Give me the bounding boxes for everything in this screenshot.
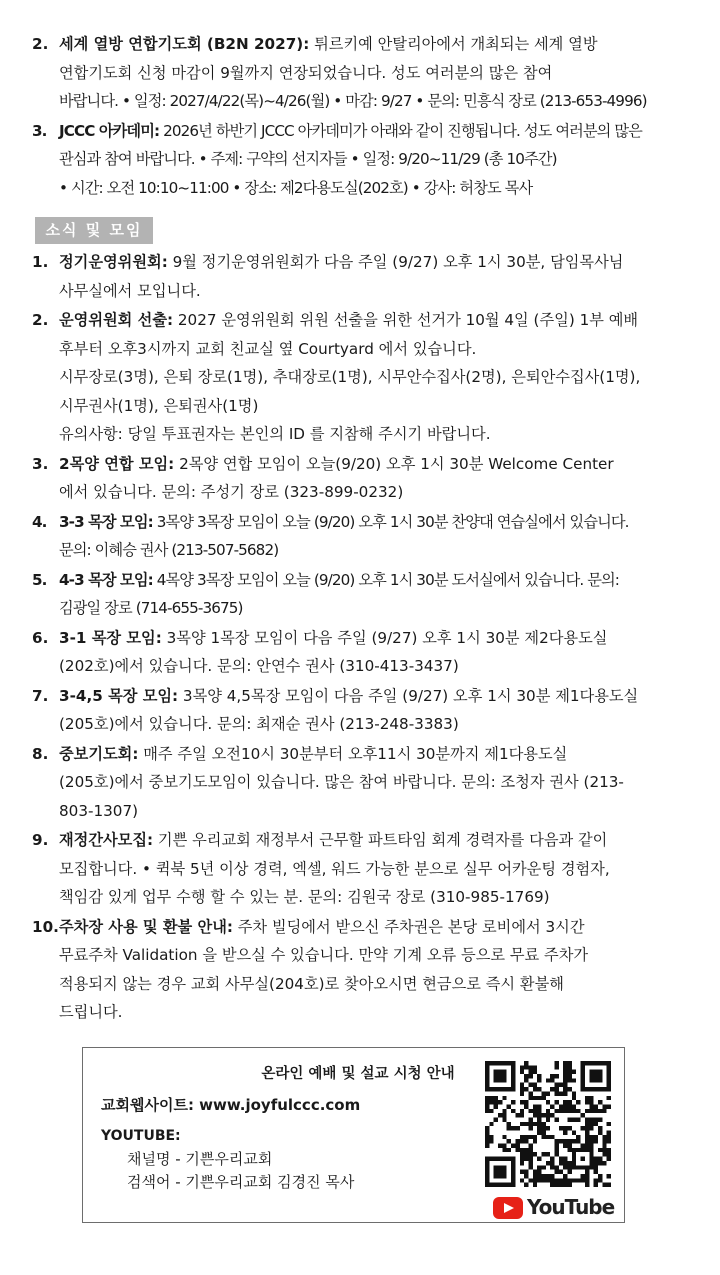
item-text: 김광일 장로 (714-655-3675) bbox=[59, 599, 243, 617]
youtube-play-icon bbox=[493, 1197, 523, 1219]
list-item bbox=[32, 826, 687, 912]
item-heading: 정기운영위원회: bbox=[59, 253, 168, 271]
item-text: 3목양 4,5목장 모임이 다음 주일 (9/27) 오후 1시 30분 제1다용도실 bbox=[178, 686, 639, 705]
item-text: 주차 빌딩에서 받으신 주차권은 본당 로비에서 3시간 bbox=[232, 917, 585, 936]
announcement-list-top bbox=[32, 30, 687, 203]
item-text: 문의: 이혜승 권사 (213-507-5682) bbox=[59, 541, 279, 559]
item-text: 에서 있습니다. 문의: 주성기 장로 (323-899-0232) bbox=[59, 483, 404, 501]
section-title-badge: 소식 및 모임 bbox=[35, 217, 153, 244]
item-text: 무료주차 Validation 을 받으실 수 있습니다. 만약 기계 오류 등으로 무료 주차가 bbox=[59, 946, 589, 964]
item-text: 매주 주일 오전10시 30분부터 오후11시 30분까지 제1다용도실 bbox=[138, 744, 568, 763]
item-text: 시무장로(3명), 은퇴 장로(1명), 추대장로(1명), 시무안수집사(2명), 은퇴안수집사(1명), bbox=[59, 368, 641, 386]
list-item bbox=[32, 117, 687, 203]
list-item bbox=[32, 740, 687, 826]
website-label[interactable]: 교회웹사이트: www.joyfulccc.com bbox=[101, 1096, 361, 1114]
list-item bbox=[32, 306, 687, 449]
item-text: (205호)에서 중보기도모임이 있습니다. 많은 참여 바랍니다. 문의: 조청자 권사 (213- bbox=[59, 773, 624, 791]
search-term: 검색어 - 기쁜우리교회 김경진 목사 bbox=[127, 1173, 355, 1191]
list-item bbox=[32, 913, 687, 1027]
online-box-title: 온라인 예배 및 설교 시청 안내 bbox=[261, 1066, 455, 1082]
item-text: 연합기도회 신청 마감이 9월까지 연장되었습니다. 성도 여러분의 많은 참여 bbox=[59, 63, 553, 82]
item-text: 9월 정기운영위원회가 다음 주일 (9/27) 오후 1시 30분, 담임목사님 bbox=[167, 253, 624, 271]
item-number: 9. bbox=[32, 831, 49, 849]
item-text: 드립니다. bbox=[59, 1003, 123, 1021]
item-text: 모집합니다. • 퀵북 5년 이상 경력, 엑셀, 워드 가능한 분으로 실무 어카운팅 경험자, bbox=[59, 859, 610, 878]
item-number: 8. bbox=[32, 744, 49, 763]
item-text: • 시간: 오전 10:10~11:00 • 장소: 제2다용도실(202호) • 강사: 허창도 목사 bbox=[59, 178, 533, 197]
item-text: 4목양 3목장 모임이 오늘 (9/20) 오후 1시 30분 도서실에서 있습니다. 문의: bbox=[152, 570, 620, 589]
item-text: 유의사항: 당일 투표권자는 본인의 ID 를 지참해 주시기 바랍니다. bbox=[59, 425, 491, 443]
item-text: (202호)에서 있습니다. 문의: 안연수 권사 (310-413-3437) bbox=[59, 657, 459, 675]
youtube-channel-info bbox=[127, 1148, 354, 1194]
list-item bbox=[32, 508, 687, 565]
item-heading: 세계 열방 연합기도회 (B2N 2027): bbox=[59, 35, 310, 53]
news-list bbox=[32, 248, 687, 1028]
item-number: 5. bbox=[32, 570, 47, 589]
item-text: 시무권사(1명), 은퇴권사(1명) bbox=[59, 396, 259, 415]
item-number: 4. bbox=[32, 512, 47, 531]
item-text: 3목양 3목장 모임이 오늘 (9/20) 오후 1시 30분 찬양대 연습실에서 있습니다. bbox=[152, 512, 629, 531]
list-item bbox=[32, 450, 687, 507]
list-item bbox=[32, 682, 687, 739]
item-number: 2. bbox=[32, 35, 49, 53]
item-text: 2목양 연합 모임이 오늘(9/20) 오후 1시 30분 Welcome Center bbox=[174, 454, 614, 473]
item-number: 1. bbox=[32, 253, 49, 271]
youtube-logo[interactable] bbox=[493, 1195, 615, 1221]
item-text: 튀르키예 안탈리아에서 개최되는 세계 열방 bbox=[309, 35, 598, 53]
item-heading: 4-3 목장 모임: bbox=[59, 570, 153, 589]
item-number: 2. bbox=[32, 311, 49, 329]
channel-name: 채널명 - 기쁜우리교회 bbox=[127, 1150, 273, 1168]
item-text: 3목양 1목장 모임이 다음 주일 (9/27) 오후 1시 30분 제2다용도실 bbox=[161, 628, 608, 647]
youtube-logo-text: YouTube bbox=[527, 1195, 615, 1219]
item-heading: 중보기도회: bbox=[59, 744, 139, 763]
item-number: 7. bbox=[32, 686, 49, 705]
item-text: (205호)에서 있습니다. 문의: 최재순 권사 (213-248-3383) bbox=[59, 715, 459, 733]
item-text: 책임감 있게 업무 수행 할 수 있는 분. 문의: 김원국 장로 (310-985-1769) bbox=[59, 888, 550, 906]
item-number: 6. bbox=[32, 628, 49, 647]
item-text: 관심과 참여 바랍니다. • 주제: 구약의 선지자들 • 일정: 9/20~11/29 (총 10주간) bbox=[59, 150, 557, 168]
qr-code-icon[interactable] bbox=[485, 1060, 611, 1188]
item-heading: 재정간사모집: bbox=[59, 831, 154, 849]
item-heading: 2목양 연합 모임: bbox=[59, 454, 175, 473]
item-text: 후부터 오후3시까지 교회 친교실 옆 Courtyard 에서 있습니다. bbox=[59, 339, 477, 358]
item-heading: 주차장 사용 및 환불 안내: bbox=[59, 917, 233, 936]
item-text: 사무실에서 모입니다. bbox=[59, 281, 201, 300]
item-heading: 3-4,5 목장 모임: bbox=[59, 686, 179, 705]
item-text: 기쁜 우리교회 재정부서 근무할 파트타임 회계 경력자를 다음과 같이 bbox=[153, 831, 608, 849]
list-item bbox=[32, 248, 687, 305]
item-heading: JCCC 아카데미: bbox=[59, 121, 160, 140]
item-number: 10. bbox=[32, 917, 59, 936]
item-number: 3. bbox=[32, 121, 47, 140]
online-worship-box bbox=[82, 1047, 625, 1223]
item-text: 2026년 하반기 JCCC 아카데미가 아래와 같이 진행됩니다. 성도 여러분의 많은 bbox=[159, 121, 642, 140]
item-heading: 운영위원회 선출: bbox=[59, 311, 174, 329]
list-item bbox=[32, 30, 687, 116]
item-heading: 3-3 목장 모임: bbox=[59, 512, 153, 531]
youtube-label: YOUTUBE: bbox=[101, 1128, 181, 1144]
item-text: 2027 운영위원회 위원 선출을 위한 선거가 10월 4일 (주일) 1부 예배 bbox=[173, 311, 639, 329]
list-item bbox=[32, 566, 687, 623]
item-text: 바랍니다. • 일정: 2027/4/22(목)~4/26(월) • 마감: 9/27 • 문의: 민흥식 장로 (213-653-4996) bbox=[59, 92, 647, 110]
item-text: 적용되지 않는 경우 교회 사무실(204호)로 찾아오시면 현금으로 즉시 환불해 bbox=[59, 974, 564, 993]
item-text: 803-1307) bbox=[59, 801, 139, 820]
item-number: 3. bbox=[32, 454, 49, 473]
item-heading: 3-1 목장 모임: bbox=[59, 628, 162, 647]
list-item bbox=[32, 624, 687, 681]
